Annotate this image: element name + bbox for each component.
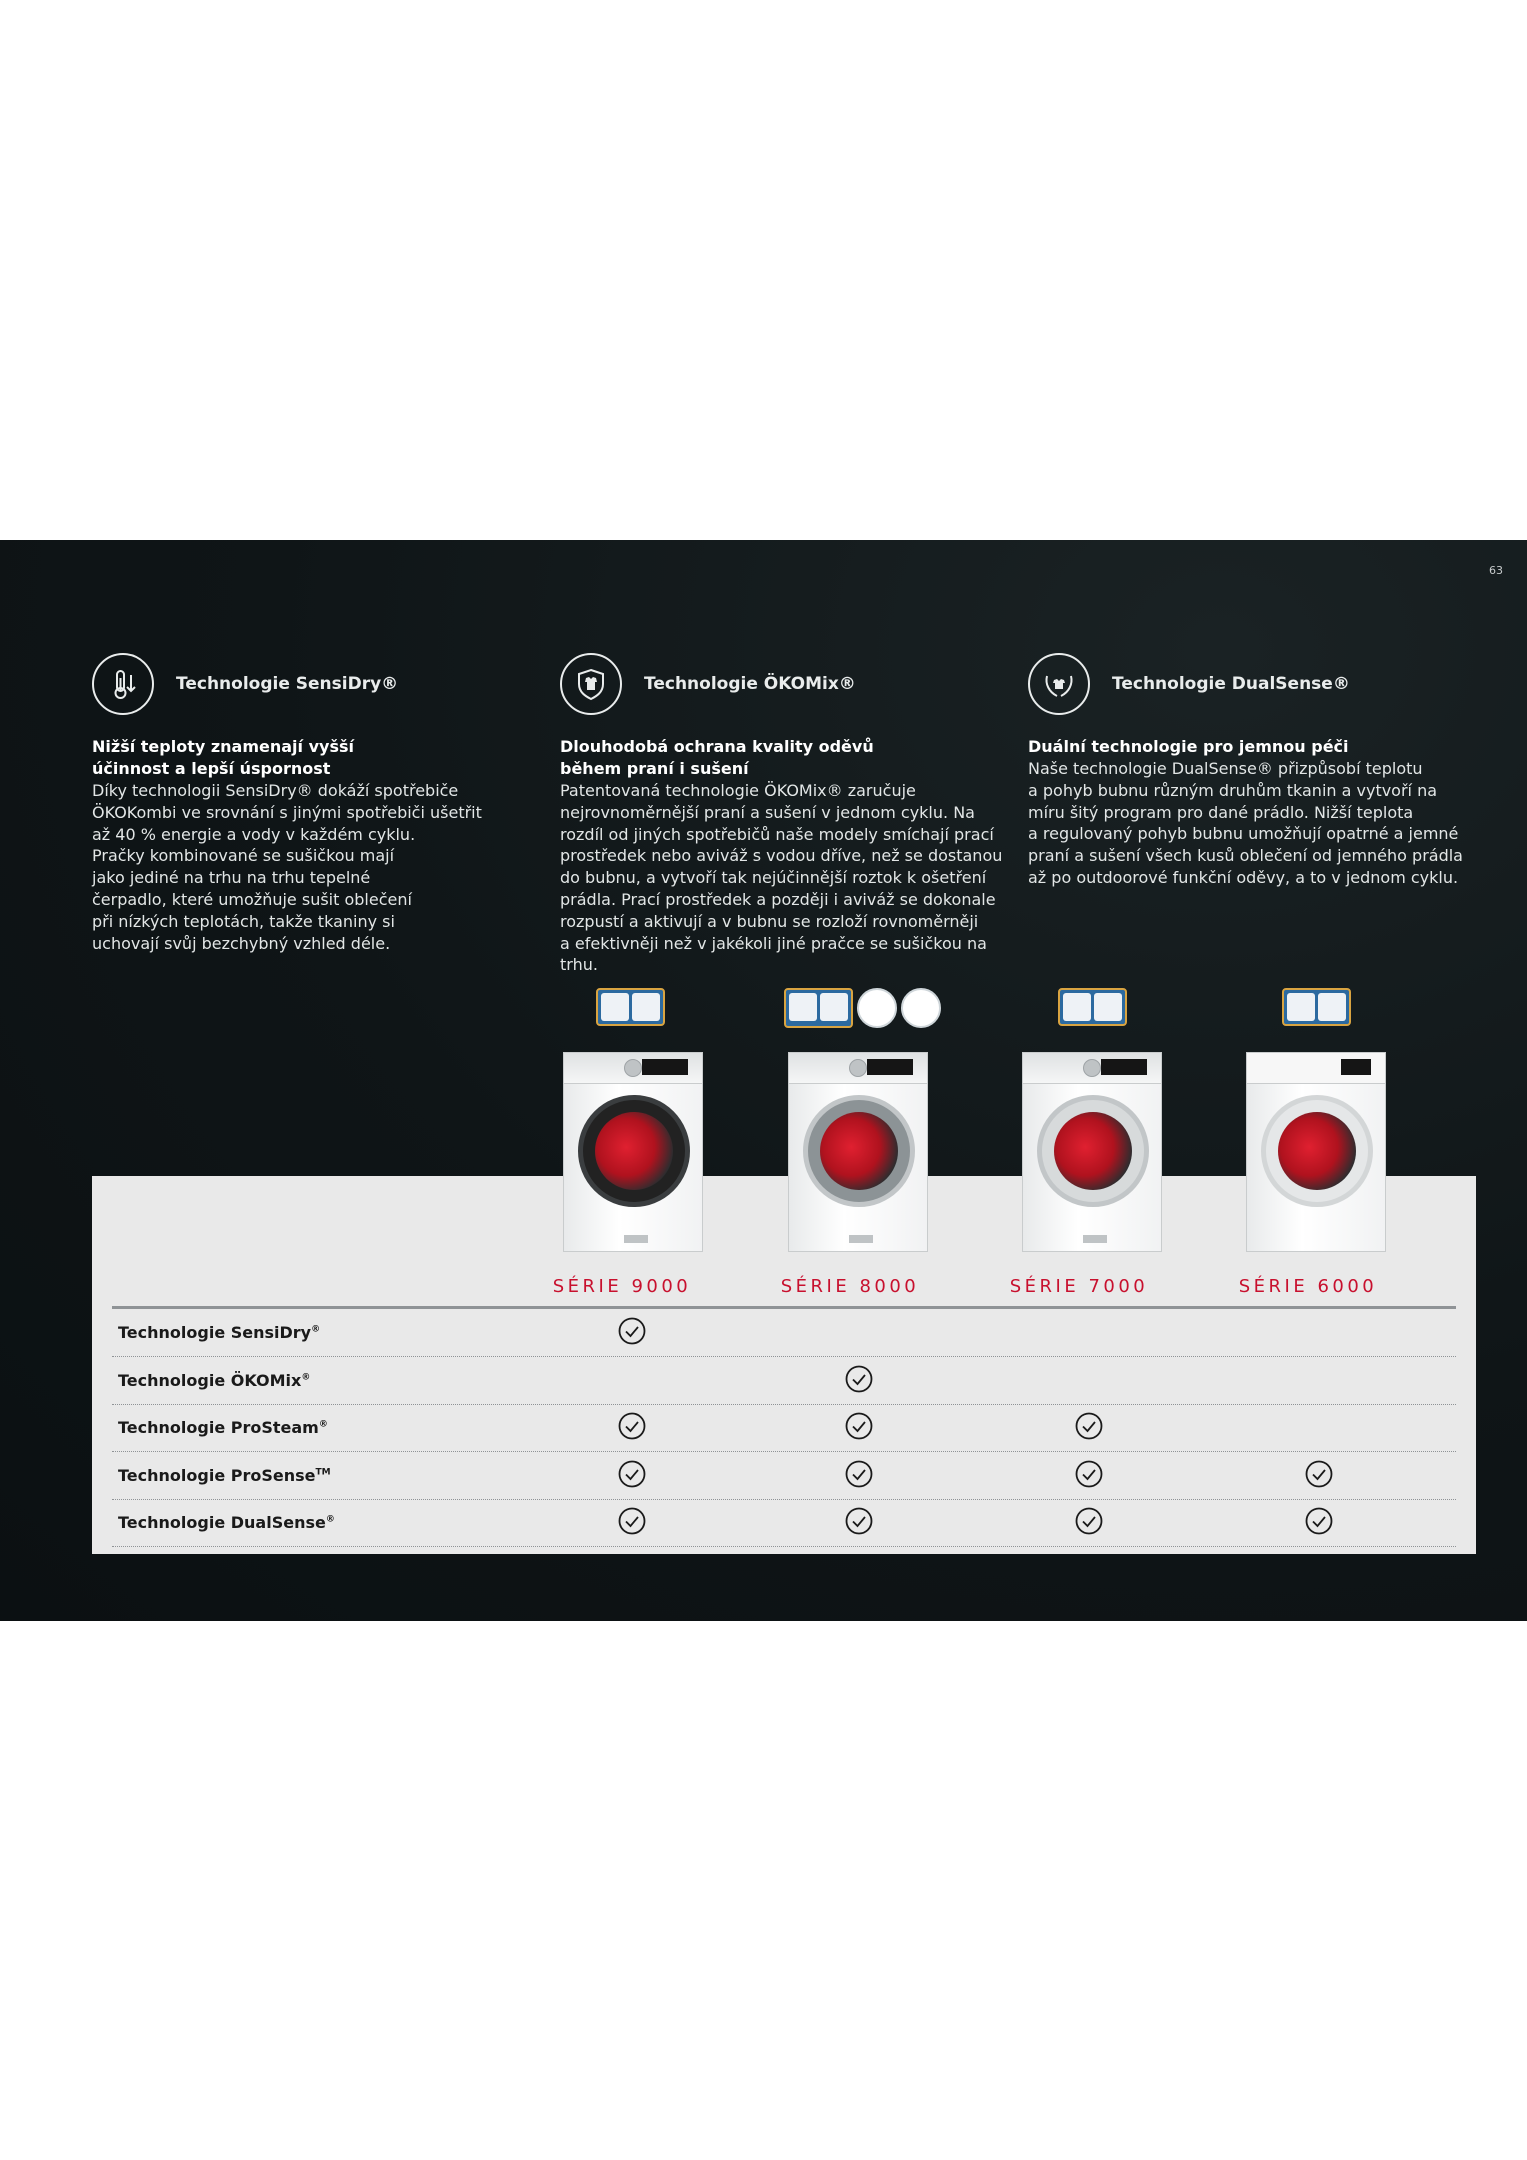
wool-care-badge — [784, 988, 941, 1028]
series-label: SÉRIE 8000 — [780, 1276, 920, 1297]
wool-care-badge — [596, 988, 665, 1026]
washing-machine-image — [788, 1052, 928, 1252]
table-row — [112, 1452, 1456, 1500]
feature-body: Patentovaná technologie ÖKOMix® zaručuje nejrovnoměrnější praní a sušení v jednom cyklu. Na rozdíl od jiných spotřebičů naše modely smíchají prací prostředek nebo aviváž s vodou dříve, než se dostanou do bubnu, a vytvoří tak nejúčinnější roztok k ošetření prádla. Prací prostředek a později i aviváž se dokonale rozpustí a aktivují a v bubnu se rozloží rovnoměrněji a efektivněji než v jakékoli jiné pračce se sušičkou na trhu. — [560, 781, 1003, 975]
washing-machine-image — [1246, 1052, 1386, 1252]
thermometer-icon — [92, 653, 154, 715]
row-label: Technologie ÖKOMix® — [118, 1370, 311, 1390]
feature-title: Technologie SensiDry® — [176, 674, 399, 694]
lenor-logo-icon — [901, 988, 941, 1028]
wool-care-badge — [1058, 988, 1127, 1026]
table-row — [112, 1499, 1456, 1547]
wool-care-badge — [1282, 988, 1351, 1026]
feature-title: Technologie DualSense® — [1112, 674, 1350, 694]
feature-body: Naše technologie DualSense® přizpůsobí teplotu a pohyb bubnu různým druhům tkanin a vytvoří na míru šitý program pro dané prádlo. Nižší teplota a regulovaný pohyb bubnu umožňují opatrné a jemné praní a sušení všech kusů oblečení od jemného prádla až po outdoorové funkční oděvy, a to v jednom cyklu. — [1028, 759, 1463, 887]
feature-title: Technologie ÖKOMix® — [644, 674, 856, 694]
row-label: Technologie ProSteam® — [118, 1418, 328, 1437]
table-row — [112, 1309, 1456, 1357]
feature-lead: Nižší teploty znamenají vyšší účinnost a lepší úspornost — [92, 737, 354, 778]
check-icon — [618, 1460, 646, 1488]
check-icon — [618, 1412, 646, 1440]
check-icon — [845, 1507, 873, 1535]
check-icon — [1305, 1507, 1333, 1535]
feature-dualsense — [1028, 652, 1478, 889]
feature-okomix — [560, 652, 1010, 976]
series-label: SÉRIE 7000 — [1009, 1276, 1149, 1297]
row-label: Technologie SensiDry® — [118, 1323, 321, 1342]
feature-sensidry — [92, 652, 542, 954]
row-label: Technologie ProSense™ — [118, 1465, 331, 1485]
hands-care-icon — [1028, 653, 1090, 715]
series-label: SÉRIE 9000 — [552, 1276, 692, 1297]
table-row — [112, 1404, 1456, 1452]
washing-machine-image — [563, 1052, 703, 1252]
check-icon — [618, 1507, 646, 1535]
series-label: SÉRIE 6000 — [1238, 1276, 1378, 1297]
feature-lead: Duální technologie pro jemnou péči — [1028, 737, 1349, 756]
feature-lead: Dlouhodobá ochrana kvality oděvů během praní i sušení — [560, 737, 874, 778]
shirt-shield-icon — [560, 653, 622, 715]
check-icon — [1075, 1460, 1103, 1488]
washing-machine-image — [1022, 1052, 1162, 1252]
feature-body: Díky technologii SensiDry® dokáží spotřebiče ÖKOKombi ve srovnání s jinými spotřebiči ušetřit až 40 % energie a vody v každém cyklu. Pračky kombinované se sušičkou mají jako jediné na trhu na trhu tepelné čerpadlo, které umožňuje sušit oblečení při nízkých teplotách, takže tkaniny si uchovají svůj bezchybný vzhled déle. — [92, 781, 482, 953]
check-icon — [1075, 1412, 1103, 1440]
table-row — [112, 1357, 1456, 1405]
check-icon — [845, 1365, 873, 1393]
check-icon — [845, 1412, 873, 1440]
row-label: Technologie DualSense® — [118, 1513, 335, 1532]
check-icon — [1305, 1460, 1333, 1488]
check-icon — [618, 1317, 646, 1345]
ariel-lenor-certified-icon — [857, 988, 897, 1028]
check-icon — [845, 1460, 873, 1488]
page-number: 63 — [1489, 564, 1503, 577]
check-icon — [1075, 1507, 1103, 1535]
